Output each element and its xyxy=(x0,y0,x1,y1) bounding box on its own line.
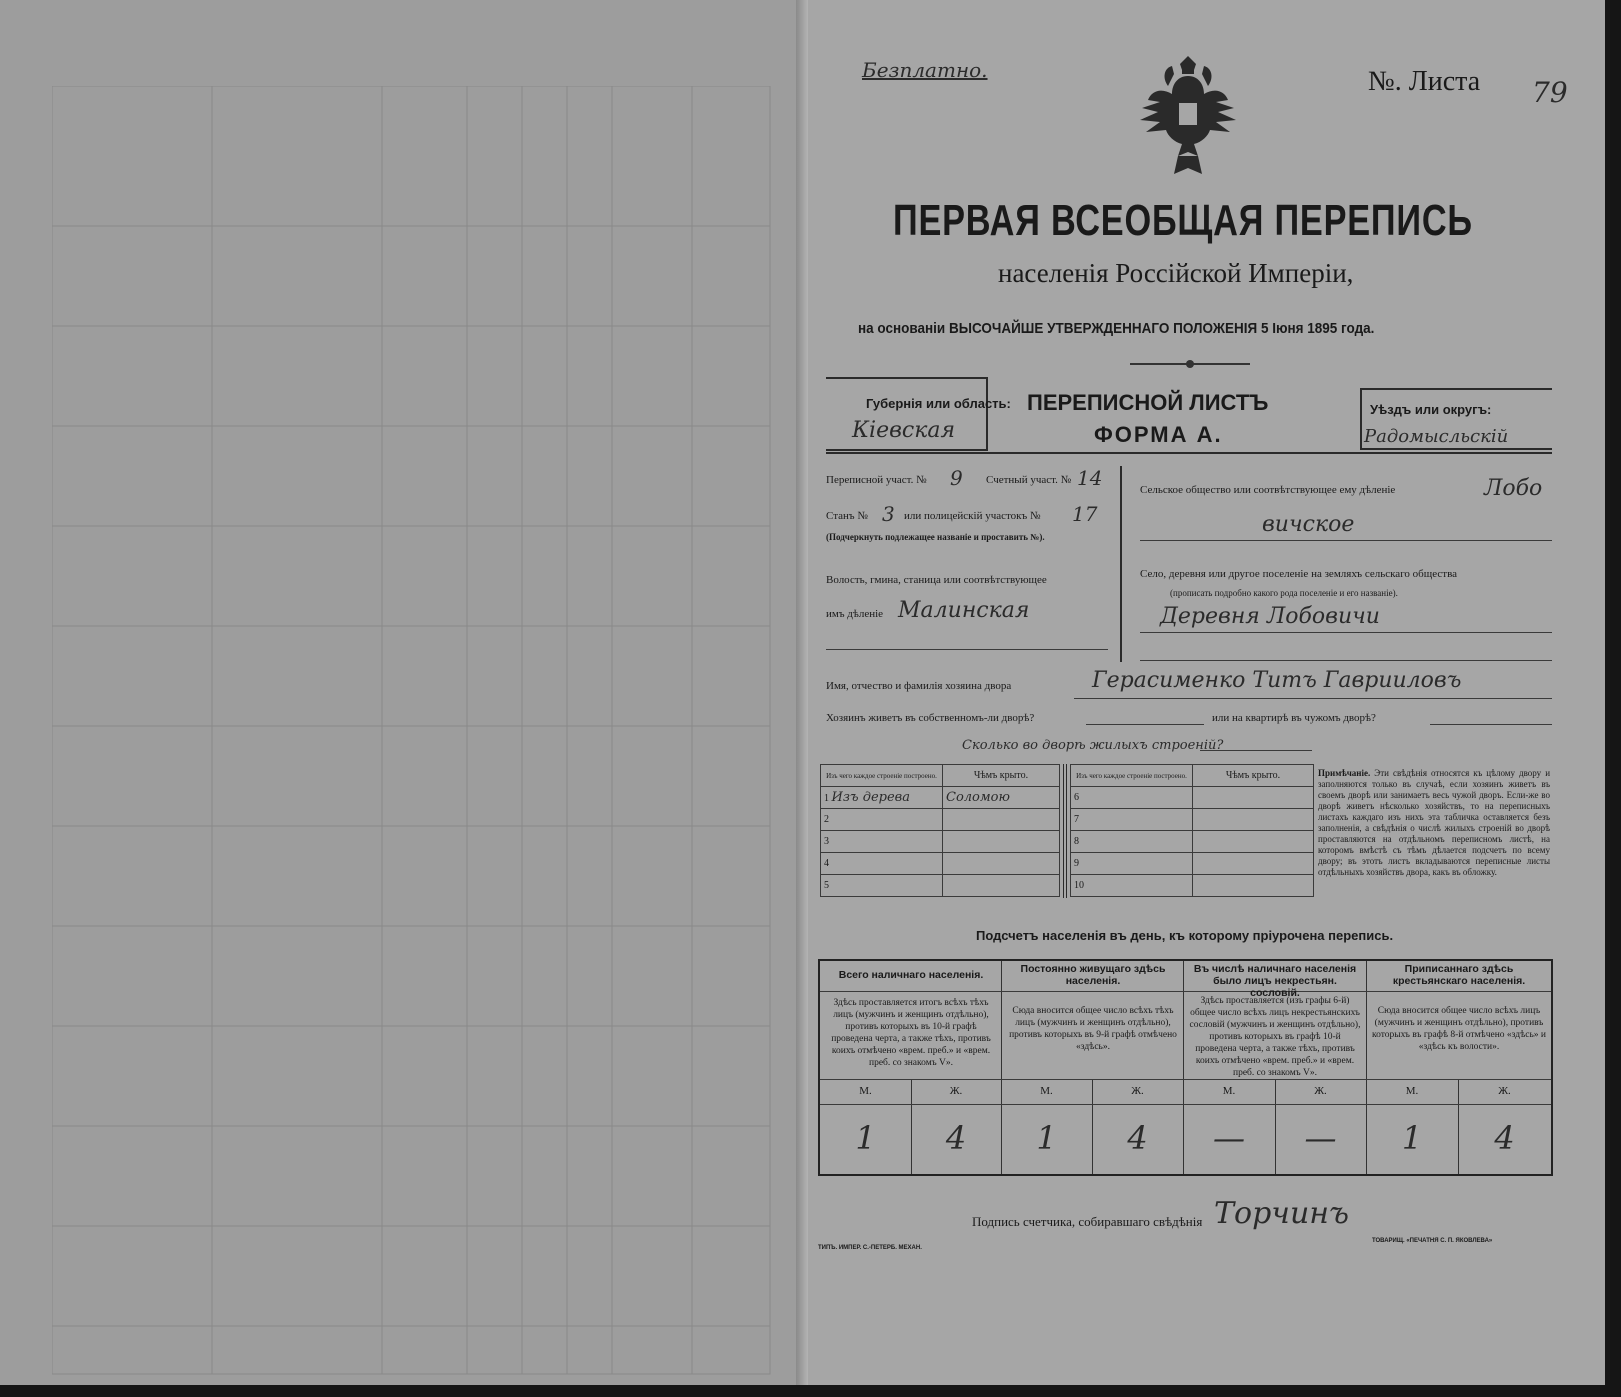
buildings-note xyxy=(1318,768,1550,878)
table-double-divider xyxy=(1063,764,1067,898)
counting-section-value: 14 xyxy=(1077,466,1103,490)
row-roof xyxy=(943,875,1060,897)
sheet-number: 79 xyxy=(1532,76,1568,109)
row-roof xyxy=(943,831,1060,853)
col-material: Изъ чего каждое строеніе построено. xyxy=(821,765,943,787)
row-divider xyxy=(820,1079,1551,1080)
table-row xyxy=(821,831,1060,853)
society-line xyxy=(1140,540,1552,541)
stan-value: 3 xyxy=(882,502,895,526)
col-title-registered: Приписаннаго здѣсь крестьянскаго населенія. xyxy=(1392,963,1526,987)
police-label: или полицейскій участокъ № xyxy=(904,510,1041,522)
scan-edge-right xyxy=(1605,0,1621,1397)
buildings-question: Сколько во дворѣ жилыхъ строеній? xyxy=(962,738,1224,753)
rent-line xyxy=(1430,724,1552,725)
district-label: Уѣздъ или округъ: xyxy=(1370,402,1492,417)
own-yard-label: Хозяинъ живетъ въ собственномъ-ли дворѣ? xyxy=(826,712,1035,724)
row-number: 8 xyxy=(1071,831,1193,853)
province-value: Кіевская xyxy=(852,418,956,443)
buildings-line xyxy=(1200,750,1312,751)
row-number: 9 xyxy=(1071,853,1193,875)
village-note: (прописать подробно какого рода поселеніе и его названіе). xyxy=(1170,588,1398,598)
row-roof: Соломою xyxy=(943,787,1060,809)
male-label: М. xyxy=(1405,1085,1419,1097)
nonpeasant-male-value: — xyxy=(1213,1119,1245,1157)
male-label: М. xyxy=(859,1085,872,1097)
row-number: 2 xyxy=(821,809,943,831)
owner-label: Имя, отчество и фамилія хозяина двора xyxy=(826,680,1012,692)
province-label: Губернія или область: xyxy=(866,396,1011,411)
row-number: 6 xyxy=(1071,787,1193,809)
table-row xyxy=(1071,853,1314,875)
row-number: 5 xyxy=(821,875,943,897)
police-value: 17 xyxy=(1072,502,1098,526)
rent-label: или на квартирѣ въ чужомъ дворѣ? xyxy=(1212,712,1376,724)
row-divider xyxy=(820,991,1551,992)
owner-line xyxy=(1074,698,1552,699)
col-roof: Чѣмъ крыто. xyxy=(943,765,1060,787)
village-value: Деревня Лобовичи xyxy=(1160,604,1380,629)
stan-label: Станъ № xyxy=(826,510,868,522)
female-label: Ж. xyxy=(1498,1085,1511,1097)
col-desc-registered: Сюда вносится общее число всѣхъ лицъ (мужчинъ и женщинъ отдѣльно), противъ которыхъ въ графѣ 8-й отмѣчено «здѣсь» и «здѣсь къ волости». xyxy=(1371,1006,1547,1052)
col-title-total: Всего наличнаго населенія. xyxy=(838,969,984,981)
col-roof-2: Чѣмъ крыто. xyxy=(1193,765,1314,787)
table-row xyxy=(821,787,1060,809)
society-value-1: Лобо xyxy=(1484,476,1543,501)
village-label: Село, деревня или другое поселеніе на земляхъ сельскаго общества xyxy=(1140,568,1458,580)
legal-basis: на основаніи ВЫСОЧАЙШЕ УТВЕРЖДЕННАГО ПОЛОЖЕНІЯ 5 Іюня 1895 года. xyxy=(858,320,1375,337)
double-headed-eagle-icon xyxy=(1138,56,1238,186)
volost-label-2: имъ дѣленіе xyxy=(826,608,884,620)
sheet-label: №. Листа xyxy=(1368,66,1481,97)
total-female-value: 4 xyxy=(945,1119,967,1157)
table-row xyxy=(1071,875,1314,897)
village-line-2 xyxy=(1140,660,1552,661)
society-value-2: вичское xyxy=(1262,512,1355,537)
own-yard-line xyxy=(1086,724,1204,725)
permanent-female-value: 4 xyxy=(1127,1119,1148,1157)
signature-value: Торчинъ xyxy=(1214,1196,1350,1231)
buildings-table-left xyxy=(820,764,1060,897)
ghost-grid xyxy=(52,86,772,1376)
registered-female-value: 4 xyxy=(1494,1119,1515,1157)
owner-value: Герасименко Титъ Гаврииловъ xyxy=(1092,668,1462,693)
table-row xyxy=(821,809,1060,831)
ornament-divider xyxy=(1130,358,1250,370)
population-heading: Подсчетъ населенія въ день, къ которому пріурочена перепись. xyxy=(976,928,1394,943)
row-number: 3 xyxy=(821,831,943,853)
buildings-table-right xyxy=(1070,764,1314,897)
nonpeasant-female-value: — xyxy=(1304,1119,1337,1157)
row-divider xyxy=(820,1104,1551,1105)
population-table xyxy=(818,959,1553,1176)
table-row xyxy=(1071,809,1314,831)
left-page xyxy=(0,0,808,1385)
district-value: Радомысльскій xyxy=(1364,426,1509,447)
row-roof xyxy=(943,809,1060,831)
printer-left: ТИПЪ. ИМПЕР. С.-ПЕТЕРБ. МЕХАН. xyxy=(818,1245,922,1251)
registered-male-value: 1 xyxy=(1401,1119,1423,1157)
volost-line xyxy=(826,649,1108,650)
form-divider xyxy=(826,452,1552,454)
female-label: Ж. xyxy=(1131,1085,1144,1097)
counting-section-label: Счетный участ. № xyxy=(986,474,1072,486)
row-material: Изъ дерева xyxy=(831,790,910,805)
male-label: М. xyxy=(1040,1085,1053,1097)
census-section-label: Переписной участ. № xyxy=(826,474,927,486)
form-title: ПЕРЕПИСНОЙ ЛИСТЪ xyxy=(1027,390,1269,415)
male-label: М. xyxy=(1222,1085,1236,1097)
row-number: 1 xyxy=(824,793,829,804)
row-roof xyxy=(943,853,1060,875)
volost-value: Малинская xyxy=(898,598,1030,623)
female-label: Ж. xyxy=(949,1085,963,1097)
col-desc-nonpeasant: Здѣсь проставляется (изъ графы 6-й) общее число всѣхъ лицъ некрестьянскихъ сословій (мужчинъ и женщинъ отдѣльно), противъ которыхъ въ графѣ 10-й проведена черта, а также тѣхъ, противъ коихъ отмѣчено «врем. преб.» и «врем. преб. со знакомъ V». xyxy=(1189,996,1361,1078)
scan-edge-bottom xyxy=(0,1385,1621,1397)
page-subtitle: населенія Россійской Имперіи, xyxy=(998,258,1354,288)
row-number: 10 xyxy=(1071,875,1193,897)
volost-label: Волость, гмина, станица или соотвѣтствующее xyxy=(826,574,1047,586)
col-title-nonpeasant: Въ числѣ наличнаго населенія было лицъ некрестьян. сословій. xyxy=(1193,963,1357,999)
total-male-value: 1 xyxy=(855,1119,876,1157)
female-label: Ж. xyxy=(1314,1085,1327,1097)
col-title-permanent: Постоянно живущаго здѣсь населенія. xyxy=(1020,963,1166,987)
form-letter: ФОРМА А. xyxy=(1094,422,1223,447)
table-row xyxy=(821,875,1060,897)
society-label: Сельское общество или соотвѣтствующее ему дѣленіе xyxy=(1140,484,1396,496)
center-divider xyxy=(1120,466,1122,662)
underline-note: (Подчеркнуть подлежащее названіе и проставить №). xyxy=(826,532,1045,542)
row-number: 4 xyxy=(821,853,943,875)
col-desc-total: Здѣсь проставляется итогъ всѣхъ тѣхъ лицъ (мужчинъ и женщинъ отдѣльно), противъ которыхъ въ 10-й графѣ проведена черта, а также тѣхъ, противъ коихъ отмѣчено «врем. преб.» и «врем. преб. со знакомъ V». xyxy=(831,998,991,1068)
col-material-2: Изъ чего каждое строеніе построено. xyxy=(1071,765,1193,787)
note-title: Примѣчаніе. xyxy=(1318,768,1371,778)
census-section-value: 9 xyxy=(950,466,963,490)
col-desc-permanent: Сюда вносится общее число всѣхъ тѣхъ лицъ (мужчинъ и женщинъ отдѣльно), противъ которыхъ въ 9-й графѣ отмѣчено «здѣсь». xyxy=(1009,1006,1177,1052)
row-number: 7 xyxy=(1071,809,1193,831)
table-row xyxy=(821,853,1060,875)
page-title: ПЕРВАЯ ВСЕОБЩАЯ ПЕРЕПИСЬ xyxy=(893,196,1473,245)
free-label: Безплатно. xyxy=(862,58,988,82)
table-row xyxy=(1071,831,1314,853)
permanent-male-value: 1 xyxy=(1036,1119,1057,1157)
village-line xyxy=(1140,632,1552,633)
table-row xyxy=(1071,787,1314,809)
signature-label: Подпись счетчика, собиравшаго свѣдѣнія xyxy=(972,1214,1203,1229)
note-text: Эти свѣдѣнія относятся къ цѣлому двору и заполняются только въ случаѣ, если хозяинъ живетъ въ своемъ дворѣ или занимаетъ весь чужой дворъ. Если-же во дворѣ живетъ нѣсколько хозяйствъ, то на переписныхъ листахъ каждаго изъ нихъ эта табличка оставляется безъ заполненія, а свѣдѣнія о числѣ жилыхъ строеній во дворѣ проставляются на отдѣльномъ переписномъ листѣ, на которомъ вмѣстѣ съ тѣмъ дѣлается подсчетъ по всему двору; въ этотъ листъ вкладываются переписные листы отдѣльныхъ хозяйствъ двора, какъ въ обложку. xyxy=(1318,768,1551,877)
printer-right: ТОВАРИЩ. «ПЕЧАТНЯ С. П. ЯКОВЛЕВА» xyxy=(1372,1238,1493,1244)
